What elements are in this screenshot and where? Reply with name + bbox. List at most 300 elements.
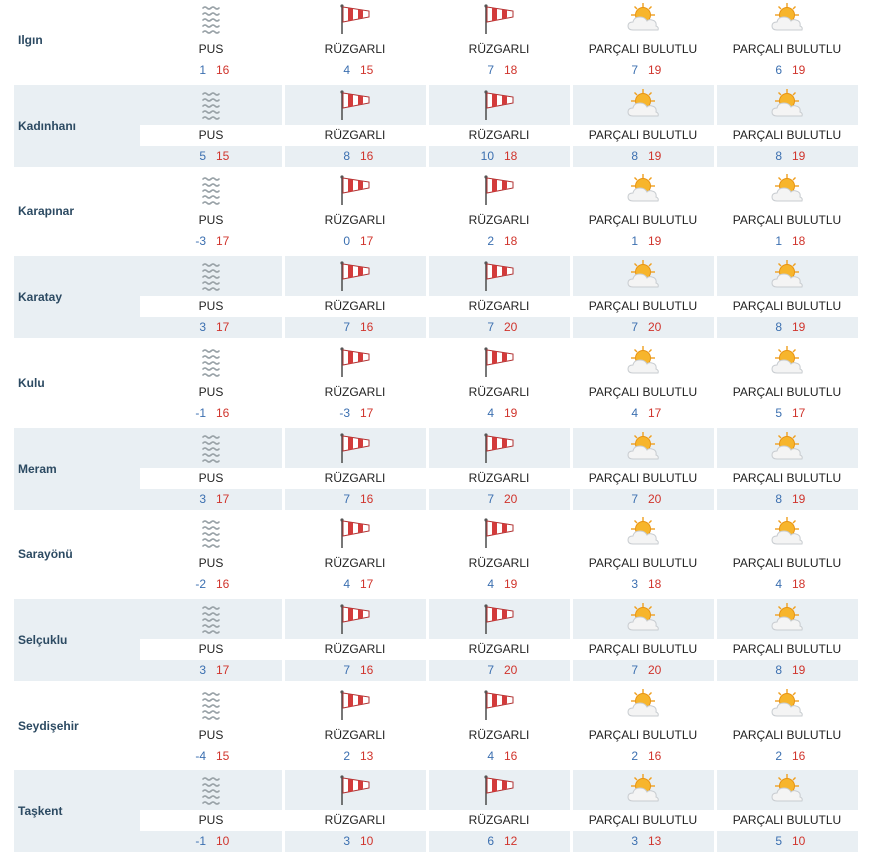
condition-label: RÜZGARLI: [468, 641, 530, 656]
forecast-cell: [572, 685, 714, 767]
partly-cloudy-icon: [625, 259, 661, 293]
min-temperature: 10: [480, 148, 494, 163]
forecast-cell: [716, 428, 858, 510]
column-divider: [572, 342, 573, 424]
condition-label: PUS: [198, 213, 224, 228]
column-divider: [428, 685, 429, 767]
column-divider: [572, 770, 573, 852]
windsock-icon: [481, 602, 517, 636]
max-temperature: 17: [216, 234, 230, 249]
column-divider: [572, 599, 573, 681]
forecast-cell: [284, 0, 426, 81]
min-temperature: 7: [343, 662, 350, 677]
min-temperature: 3: [631, 834, 638, 849]
min-temperature: 4: [631, 405, 638, 420]
partly-cloudy-icon: [625, 516, 661, 550]
condition-label: RÜZGARLI: [468, 384, 530, 399]
min-temperature: 4: [343, 63, 350, 77]
forecast-cell: [428, 513, 570, 595]
min-temperature: 5: [199, 148, 206, 163]
condition-label: PARÇALI BULUTLU: [588, 127, 698, 142]
district-name: Meram: [14, 428, 140, 510]
max-temperature: 13: [648, 834, 662, 849]
condition-label: RÜZGARLI: [324, 641, 386, 656]
column-divider: [716, 770, 717, 852]
fog-icon: [193, 259, 229, 293]
column-divider: [284, 685, 285, 767]
max-temperature: 19: [792, 148, 806, 163]
column-divider: [428, 770, 429, 852]
condition-label: PARÇALI BULUTLU: [588, 727, 698, 742]
partly-cloudy-icon: [625, 431, 661, 465]
column-divider: [716, 428, 717, 510]
column-divider: [428, 342, 429, 424]
column-divider: [428, 513, 429, 595]
max-temperature: 16: [216, 63, 230, 77]
min-temperature: 7: [487, 63, 494, 77]
condition-label: PUS: [198, 813, 224, 828]
condition-label: PARÇALI BULUTLU: [588, 384, 698, 399]
min-temperature: 7: [487, 491, 494, 506]
column-divider: [428, 428, 429, 510]
condition-label: PARÇALI BULUTLU: [588, 813, 698, 828]
condition-label: RÜZGARLI: [468, 299, 530, 314]
forecast-cell: [284, 685, 426, 767]
forecast-cell: [716, 342, 858, 424]
condition-label: PARÇALI BULUTLU: [588, 556, 698, 571]
max-temperature: 15: [360, 63, 374, 77]
forecast-cell: [428, 85, 570, 167]
min-temperature: 3: [199, 491, 206, 506]
condition-label: RÜZGARLI: [324, 384, 386, 399]
max-temperature: 18: [792, 577, 806, 592]
fog-icon: [193, 431, 229, 465]
windsock-icon: [337, 431, 373, 465]
max-temperature: 17: [216, 662, 230, 677]
condition-label: PUS: [198, 127, 224, 142]
condition-label: RÜZGARLI: [468, 42, 530, 56]
district-row: [0, 685, 874, 767]
max-temperature: 17: [360, 577, 374, 592]
windsock-icon: [337, 345, 373, 379]
forecast-cell: [140, 428, 282, 510]
condition-label: PARÇALI BULUTLU: [588, 641, 698, 656]
condition-label: PARÇALI BULUTLU: [588, 42, 698, 56]
min-temperature: -2: [195, 577, 206, 592]
max-temperature: 16: [648, 748, 662, 763]
max-temperature: 20: [648, 491, 662, 506]
condition-label: RÜZGARLI: [324, 299, 386, 314]
min-temperature: 0: [343, 234, 350, 249]
max-temperature: 17: [360, 405, 374, 420]
forecast-cell: [572, 342, 714, 424]
max-temperature: 15: [216, 148, 230, 163]
column-divider: [428, 256, 429, 338]
forecast-cell: [140, 599, 282, 681]
forecast-cell: [428, 599, 570, 681]
min-temperature: 3: [343, 834, 350, 849]
column-divider: [284, 342, 285, 424]
max-temperature: 10: [360, 834, 374, 849]
district-row: [0, 770, 874, 852]
column-divider: [572, 513, 573, 595]
forecast-cell: [716, 770, 858, 852]
district-row: [0, 428, 874, 510]
min-temperature: 7: [343, 320, 350, 335]
fog-icon: [193, 773, 229, 807]
max-temperature: 17: [216, 491, 230, 506]
min-temperature: 7: [631, 662, 638, 677]
windsock-icon: [337, 688, 373, 722]
forecast-cell: [428, 342, 570, 424]
windsock-icon: [337, 2, 373, 36]
windsock-icon: [337, 516, 373, 550]
forecast-cell: [428, 770, 570, 852]
district-name: Ilgın: [18, 33, 43, 47]
min-temperature: 7: [631, 320, 638, 335]
min-temperature: 8: [775, 320, 782, 335]
condition-label: RÜZGARLI: [468, 470, 530, 485]
max-temperature: 17: [792, 405, 806, 420]
min-temperature: 7: [631, 491, 638, 506]
condition-label: RÜZGARLI: [468, 213, 530, 228]
partly-cloudy-icon: [769, 431, 805, 465]
condition-label: RÜZGARLI: [468, 727, 530, 742]
forecast-cell: [284, 342, 426, 424]
windsock-icon: [337, 602, 373, 636]
forecast-cell: [428, 428, 570, 510]
min-temperature: 8: [775, 662, 782, 677]
max-temperature: 17: [648, 405, 662, 420]
forecast-cell: [140, 256, 282, 338]
column-divider: [284, 599, 285, 681]
condition-label: RÜZGARLI: [324, 213, 386, 228]
district-row: [0, 85, 874, 167]
fog-icon: [193, 173, 229, 207]
column-divider: [716, 599, 717, 681]
column-divider: [716, 685, 717, 767]
windsock-icon: [481, 431, 517, 465]
forecast-cell: [284, 770, 426, 852]
partly-cloudy-icon: [769, 602, 805, 636]
min-temperature: 1: [775, 234, 782, 249]
partly-cloudy-icon: [769, 88, 805, 122]
max-temperature: 19: [648, 234, 662, 249]
max-temperature: 18: [648, 577, 662, 592]
condition-label: RÜZGARLI: [324, 470, 386, 485]
district-name: Taşkent: [14, 770, 140, 852]
min-temperature: 5: [775, 405, 782, 420]
partly-cloudy-icon: [625, 602, 661, 636]
forecast-cell: [140, 770, 282, 852]
max-temperature: 16: [360, 662, 374, 677]
max-temperature: 16: [216, 405, 230, 420]
partly-cloudy-icon: [769, 2, 805, 36]
condition-label: PUS: [198, 470, 224, 485]
condition-label: RÜZGARLI: [468, 127, 530, 142]
column-divider: [572, 428, 573, 510]
district-row: [0, 599, 874, 681]
condition-label: PARÇALI BULUTLU: [732, 727, 842, 742]
column-divider: [284, 256, 285, 338]
windsock-icon: [481, 2, 517, 36]
district-name: Kulu: [18, 375, 45, 390]
min-temperature: 8: [775, 148, 782, 163]
condition-label: RÜZGARLI: [468, 813, 530, 828]
min-temperature: 3: [199, 320, 206, 335]
forecast-cell: [572, 428, 714, 510]
max-temperature: 17: [360, 234, 374, 249]
max-temperature: 16: [504, 748, 518, 763]
forecast-cell: [428, 685, 570, 767]
windsock-icon: [337, 88, 373, 122]
min-temperature: -4: [195, 748, 206, 763]
max-temperature: 19: [792, 491, 806, 506]
condition-label: RÜZGARLI: [324, 813, 386, 828]
condition-label: RÜZGARLI: [324, 727, 386, 742]
max-temperature: 16: [792, 748, 806, 763]
max-temperature: 20: [648, 662, 662, 677]
partly-cloudy-icon: [625, 773, 661, 807]
max-temperature: 19: [648, 148, 662, 163]
max-temperature: 17: [216, 320, 230, 335]
forecast-cell: [572, 85, 714, 167]
max-temperature: 16: [216, 577, 230, 592]
max-temperature: 18: [504, 234, 518, 249]
condition-label: RÜZGARLI: [324, 42, 386, 56]
district-name: Selçuklu: [14, 599, 140, 681]
condition-label: PUS: [198, 299, 224, 314]
partly-cloudy-icon: [625, 688, 661, 722]
max-temperature: 18: [792, 234, 806, 249]
column-divider: [428, 599, 429, 681]
column-divider: [284, 85, 285, 167]
max-temperature: 19: [648, 63, 662, 77]
fog-icon: [193, 88, 229, 122]
condition-label: PUS: [198, 384, 224, 399]
column-divider: [572, 685, 573, 767]
min-temperature: 2: [631, 748, 638, 763]
min-temperature: 4: [487, 405, 494, 420]
column-divider: [284, 0, 285, 81]
min-temperature: 4: [343, 577, 350, 592]
partly-cloudy-icon: [769, 173, 805, 207]
min-temperature: 8: [631, 148, 638, 163]
min-temperature: 8: [775, 491, 782, 506]
condition-label: PARÇALI BULUTLU: [732, 556, 842, 571]
min-temperature: 2: [343, 748, 350, 763]
condition-label: PARÇALI BULUTLU: [732, 470, 842, 485]
forecast-cell: [284, 428, 426, 510]
column-divider: [428, 0, 429, 81]
partly-cloudy-icon: [769, 259, 805, 293]
fog-icon: [193, 516, 229, 550]
max-temperature: 20: [504, 491, 518, 506]
max-temperature: 19: [792, 63, 806, 77]
forecast-cell: [572, 770, 714, 852]
partly-cloudy-icon: [625, 345, 661, 379]
partly-cloudy-icon: [769, 773, 805, 807]
column-divider: [572, 170, 573, 252]
min-temperature: 2: [487, 234, 494, 249]
forecast-cell: [716, 0, 858, 81]
windsock-icon: [481, 88, 517, 122]
min-temperature: -3: [339, 405, 350, 420]
condition-label: PUS: [198, 641, 224, 656]
district-name: Karatay: [14, 256, 140, 338]
fog-icon: [193, 345, 229, 379]
forecast-cell: [428, 170, 570, 252]
min-temperature: 7: [487, 662, 494, 677]
min-temperature: 4: [487, 748, 494, 763]
condition-label: PUS: [198, 556, 224, 571]
fog-icon: [193, 2, 229, 36]
windsock-icon: [337, 173, 373, 207]
condition-label: PARÇALI BULUTLU: [732, 42, 842, 56]
condition-label: PARÇALI BULUTLU: [588, 213, 698, 228]
min-temperature: -3: [195, 234, 206, 249]
column-divider: [284, 170, 285, 252]
forecast-cell: [572, 513, 714, 595]
forecast-cell: [716, 170, 858, 252]
max-temperature: 12: [504, 834, 518, 849]
district-name: Karapınar: [18, 204, 75, 219]
min-temperature: 4: [775, 577, 782, 592]
forecast-cell: [716, 685, 858, 767]
forecast-cell: [284, 599, 426, 681]
forecast-cell: [716, 599, 858, 681]
windsock-icon: [337, 773, 373, 807]
min-temperature: 8: [343, 148, 350, 163]
min-temperature: 7: [487, 320, 494, 335]
max-temperature: 19: [504, 405, 518, 420]
forecast-cell: [716, 256, 858, 338]
district-row: [0, 256, 874, 338]
forecast-cell: [428, 0, 570, 81]
district-row: [0, 170, 874, 252]
min-temperature: 4: [487, 577, 494, 592]
partly-cloudy-icon: [625, 88, 661, 122]
partly-cloudy-icon: [769, 688, 805, 722]
column-divider: [428, 170, 429, 252]
min-temperature: 3: [199, 662, 206, 677]
column-divider: [716, 256, 717, 338]
min-temperature: 6: [487, 834, 494, 849]
district-name: Kadınhanı: [14, 85, 140, 167]
windsock-icon: [481, 688, 517, 722]
partly-cloudy-icon: [769, 516, 805, 550]
fog-icon: [193, 688, 229, 722]
forecast-cell: [140, 170, 282, 252]
column-divider: [284, 513, 285, 595]
forecast-cell: [572, 599, 714, 681]
condition-label: PARÇALI BULUTLU: [732, 813, 842, 828]
max-temperature: 20: [504, 662, 518, 677]
forecast-cell: [140, 685, 282, 767]
district-row: [0, 0, 874, 81]
district-row: [0, 513, 874, 595]
condition-label: PARÇALI BULUTLU: [732, 299, 842, 314]
min-temperature: 7: [631, 63, 638, 77]
max-temperature: 10: [792, 834, 806, 849]
windsock-icon: [481, 773, 517, 807]
min-temperature: -1: [195, 405, 206, 420]
windsock-icon: [481, 173, 517, 207]
max-temperature: 16: [360, 148, 374, 163]
partly-cloudy-icon: [625, 173, 661, 207]
min-temperature: -1: [195, 834, 206, 849]
forecast-cell: [428, 256, 570, 338]
min-temperature: 1: [631, 234, 638, 249]
forecast-cell: [572, 170, 714, 252]
condition-label: RÜZGARLI: [324, 556, 386, 571]
column-divider: [716, 513, 717, 595]
max-temperature: 20: [504, 320, 518, 335]
column-divider: [716, 85, 717, 167]
district-name: Sarayönü: [18, 547, 73, 562]
min-temperature: 6: [775, 63, 782, 77]
forecast-cell: [284, 85, 426, 167]
condition-label: PUS: [198, 42, 224, 56]
column-divider: [716, 342, 717, 424]
forecast-cell: [572, 0, 714, 81]
condition-label: PARÇALI BULUTLU: [732, 641, 842, 656]
max-temperature: 10: [216, 834, 230, 849]
column-divider: [716, 0, 717, 81]
max-temperature: 18: [504, 63, 518, 77]
column-divider: [428, 85, 429, 167]
max-temperature: 16: [360, 491, 374, 506]
forecast-cell: [284, 256, 426, 338]
column-divider: [572, 85, 573, 167]
forecast-cell: [140, 85, 282, 167]
fog-icon: [193, 602, 229, 636]
max-temperature: 19: [792, 662, 806, 677]
condition-label: PUS: [198, 727, 224, 742]
min-temperature: 7: [343, 491, 350, 506]
windsock-icon: [481, 259, 517, 293]
condition-label: PARÇALI BULUTLU: [732, 384, 842, 399]
column-divider: [572, 256, 573, 338]
forecast-cell: [716, 513, 858, 595]
forecast-cell: [716, 85, 858, 167]
district-row: [0, 342, 874, 424]
windsock-icon: [337, 259, 373, 293]
max-temperature: 20: [648, 320, 662, 335]
column-divider: [572, 0, 573, 81]
forecast-cell: [140, 342, 282, 424]
max-temperature: 19: [792, 320, 806, 335]
partly-cloudy-icon: [625, 2, 661, 36]
partly-cloudy-icon: [769, 345, 805, 379]
forecast-cell: [140, 0, 282, 81]
condition-label: PARÇALI BULUTLU: [588, 470, 698, 485]
condition-label: PARÇALI BULUTLU: [732, 127, 842, 142]
min-temperature: 5: [775, 834, 782, 849]
condition-label: PARÇALI BULUTLU: [732, 213, 842, 228]
condition-label: RÜZGARLI: [468, 556, 530, 571]
forecast-cell: [284, 170, 426, 252]
max-temperature: 13: [360, 748, 374, 763]
max-temperature: 15: [216, 748, 230, 763]
windsock-icon: [481, 345, 517, 379]
condition-label: PARÇALI BULUTLU: [588, 299, 698, 314]
min-temperature: 3: [631, 577, 638, 592]
district-name: Seydişehir: [18, 718, 79, 733]
windsock-icon: [481, 516, 517, 550]
max-temperature: 16: [360, 320, 374, 335]
column-divider: [284, 428, 285, 510]
